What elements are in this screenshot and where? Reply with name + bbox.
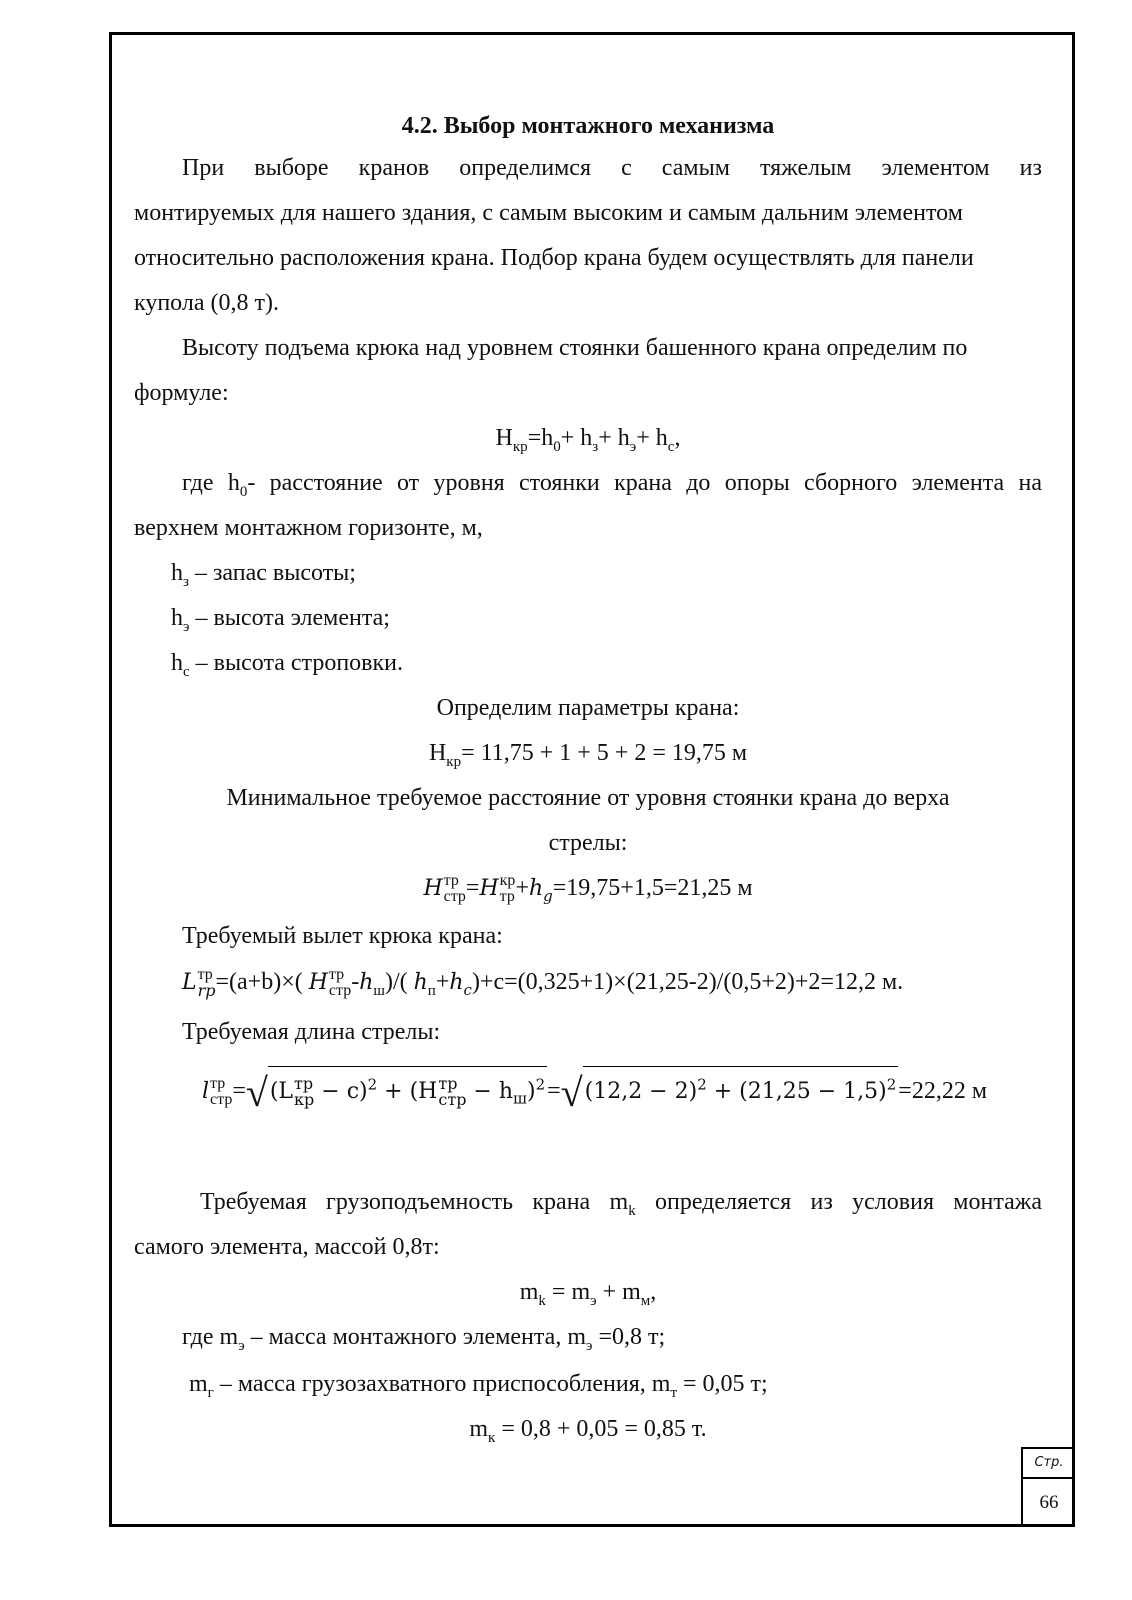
para1-line1: При выборе кранов определимся с самым тяжелым элементом из — [182, 155, 1042, 181]
capacity-line2: самого элемента, массой 0,8т: — [134, 1234, 440, 1260]
page-number: 66 — [1039, 1492, 1059, 1513]
para1-line2: монтируемых для нашего здания, с самым высоким и самым дальним элементом — [134, 200, 963, 226]
boom-title: Требуемая длина стрелы: — [182, 1019, 441, 1045]
formula-mk-calc: $m_к = 0,8 + 0,05 = 0,85$ т. — [469, 1416, 707, 1446]
formula-boom-length: l тр стр =√(L тр кр − c)$^2$ + (H тр стр − $h_ш)^2=√(12,2 - 2)^2 + (21,25 - 1,5)^2=22,22$ м — [202, 1066, 1042, 1115]
formula-boom-height: H тр стр =H кр тр $+h_g=19,75+1,5=21,25$ м — [423, 872, 753, 906]
capacity-line1: Требуемая грузоподъемность крана $m_k$ определяется из условия монтажа — [200, 1189, 1042, 1219]
para1-line4: купола (0,8 т). — [134, 290, 279, 316]
para2-line2: формуле: — [134, 380, 229, 406]
def-hc: $h_c$ – высота строповки. — [171, 650, 404, 680]
def-hz: $h_з$ – запас высоты; — [171, 560, 356, 590]
min-distance-line1: Минимальное требуемое расстояние от уровня стоянки крана до верха — [226, 785, 950, 811]
formula-reach: L тр rp =(a+b)×( H тр стр $-h_ш)/$( $h_п+h_c)+c=(0,325+1)\times(21,25-2)/(0,5+2)+2=12,2$ м. — [182, 966, 904, 1001]
page-number-stamp — [1021, 1447, 1075, 1527]
params-title: Определим параметры крана: — [436, 695, 740, 721]
section-heading: 4.2. Выбор монтажного механизма — [401, 113, 775, 139]
page-label: Стр. — [1023, 1449, 1075, 1479]
def-mt: $m_г$ – масса грузозахватного приспособления, $m_т = 0,05$ т; — [189, 1371, 768, 1401]
para1-line3: относительно расположения крана. Подбор крана будем осуществлять для панели — [134, 245, 974, 271]
calc-hook-height: $H_{кр}= 11,75 + 1 + 5 + 2 = 19,75$ м — [428, 740, 748, 770]
where-h0-line1: где $h_0-$ расстояние от уровня стоянки крана до опоры сборного элемента на — [182, 470, 1042, 500]
formula-hook-height: $H_{кр}=h_0+ h_з+ h_э+ h_c$, — [495, 425, 681, 455]
para2-line1: Высоту подъема крюка над уровнем стоянки башенного крана определим по — [182, 335, 968, 361]
where-h0-line2: верхнем монтажном горизонте, м, — [134, 515, 483, 541]
where-me: где $m_э$ – масса монтажного элемента, $m_э =0,8$ т; — [182, 1324, 666, 1354]
formula-mk: $m_k = m_э + m_м$, — [519, 1279, 657, 1309]
def-he: $h_э$ – высота элемента; — [171, 605, 390, 635]
min-distance-line2: стрелы: — [548, 830, 628, 856]
reach-title: Требуемый вылет крюка крана: — [182, 923, 503, 949]
